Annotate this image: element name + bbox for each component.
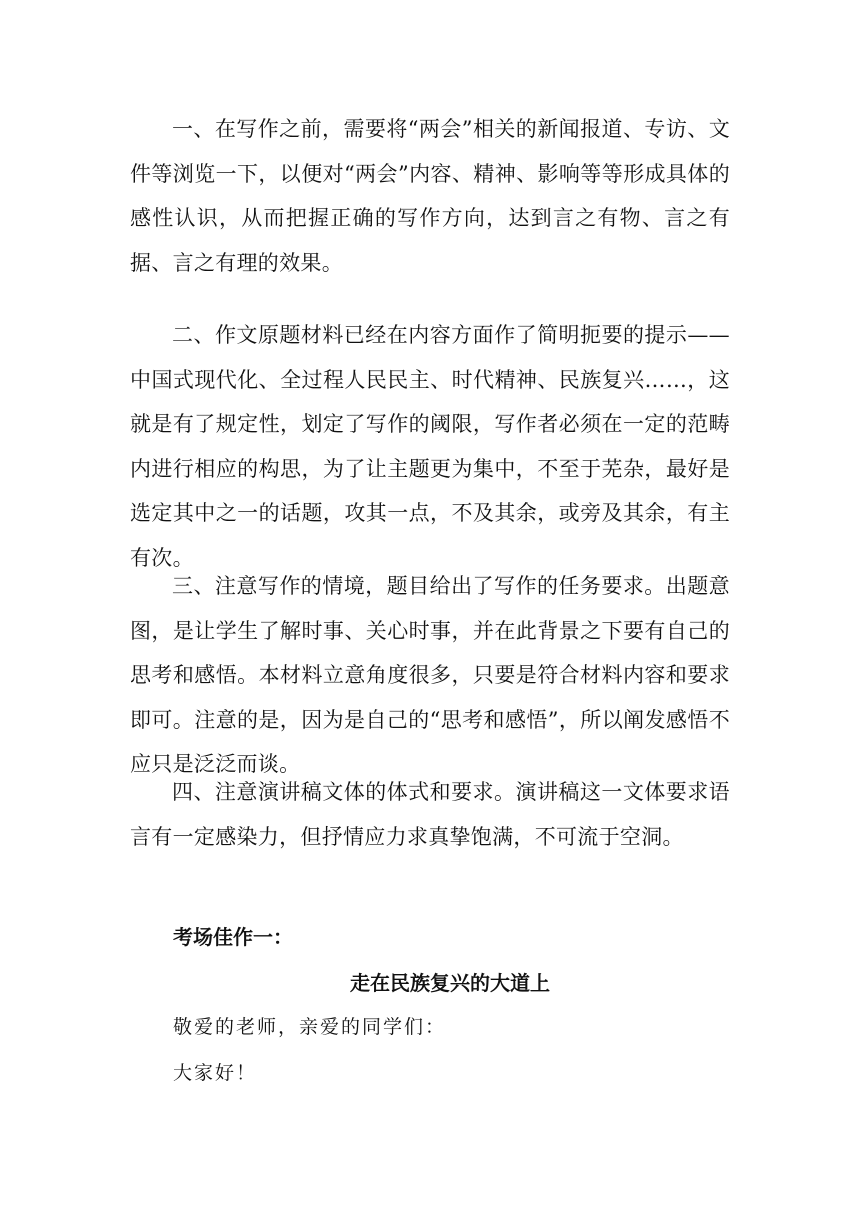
- essay-title: 走在民族复兴的大道上: [350, 971, 550, 995]
- section-heading: 考场佳作一：: [173, 925, 293, 949]
- guidance-paragraph-3: 三、注意写作的情境，题目给出了写作的任务要求。出题意图，是让学生了解时事、关心时事，并在此背景之下要有自己的思考和感悟。本材料立意角度很多，只要是符合材料内容和要求即可。注意的是，因为是自己的“思考和感悟”，所以阐发感悟不应只是泛泛而谈。: [130, 574, 730, 776]
- guidance-paragraph-1: 一、在写作之前，需要将“两会”相关的新闻报道、专访、文件等浏览一下，以便对“两会”内容、精神、影响等等形成具体的感性认识，从而把握正确的写作方向，达到言之有物、言之有据、言之有理的效果。: [130, 117, 730, 275]
- guidance-paragraph-4: 四、注意演讲稿文体的体式和要求。演讲稿这一文体要求语言有一定感染力，但抒情应力求真挚饱满，不可流于空洞。: [130, 780, 730, 849]
- essay-salutation: 敬爱的老师，亲爱的同学们：: [173, 1016, 447, 1038]
- guidance-paragraph-2: 二、作文原题材料已经在内容方面作了简明扼要的提示——中国式现代化、全过程人民民主、时代精神、民族复兴……，这就是有了规定性，划定了写作的阈限，写作者必须在一定的范畴内进行相应的构思，为了让主题更为集中，不至于芜杂，最好是选定其中之一的话题，攻其一点，不及其余，或旁及其余，有主有次。: [130, 323, 730, 570]
- essay-greeting: 大家好！: [173, 1062, 258, 1084]
